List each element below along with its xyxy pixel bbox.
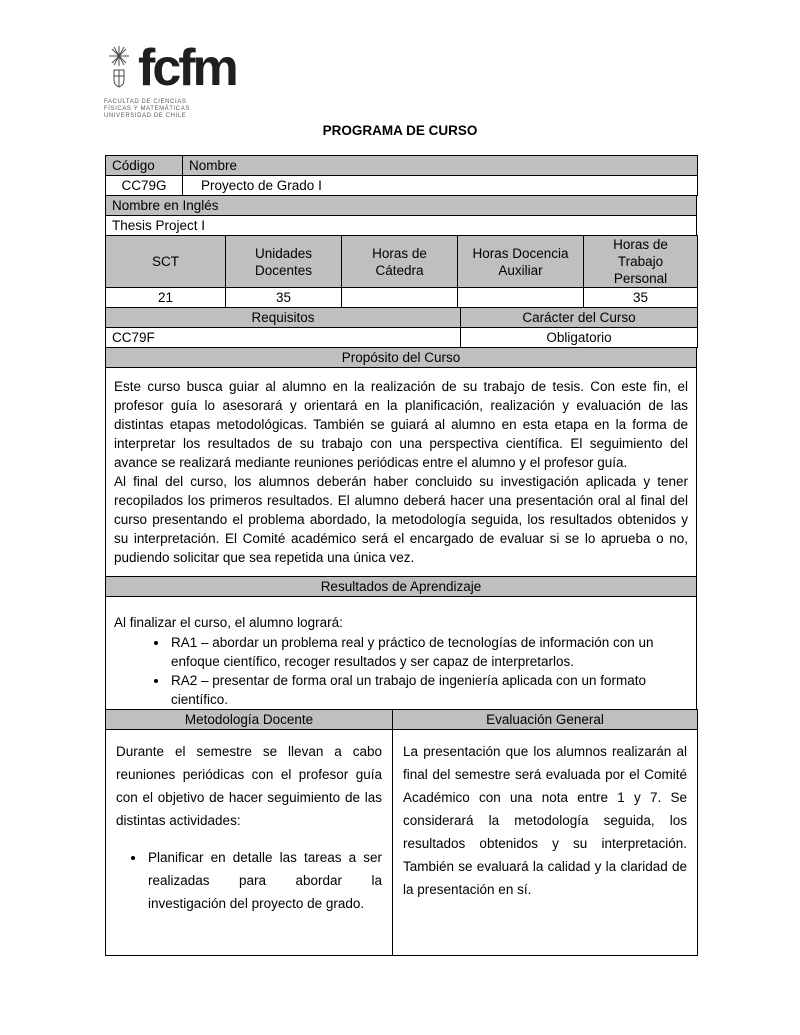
codigo-value-cell: CC79G bbox=[106, 176, 183, 196]
purpose-header-table bbox=[105, 347, 697, 368]
table-row bbox=[106, 176, 698, 196]
resultados-intro: Al finalizar el curso, el alumno logrará: bbox=[114, 615, 343, 630]
outcomes-header-table bbox=[105, 576, 697, 597]
table-row bbox=[106, 710, 698, 730]
english-name-table bbox=[105, 195, 697, 236]
evaluacion-content-cell bbox=[393, 730, 698, 956]
code-name-table bbox=[105, 155, 698, 196]
proposito-header-cell: Propósito del Curso bbox=[106, 348, 697, 368]
caracter-value-cell: Obligatorio bbox=[461, 328, 698, 348]
metodologia-header-cell: Metodología Docente bbox=[106, 710, 393, 730]
sct-value-cell: 21 bbox=[106, 288, 226, 308]
codigo-header-cell: Código bbox=[106, 156, 183, 176]
logo-caption bbox=[104, 99, 284, 120]
requisites-table bbox=[105, 307, 698, 348]
course-program-document bbox=[105, 155, 697, 956]
logo-caption-line-3: UNIVERSIDAD DE CHILE bbox=[104, 113, 187, 119]
table-row bbox=[106, 288, 698, 308]
table-row bbox=[106, 597, 697, 710]
unidades-docentes-header-cell: Unidades Docentes bbox=[226, 236, 342, 288]
horas-catedra-value-cell bbox=[342, 288, 458, 308]
metodologia-item: • Planificar en detalle las tareas a ser realizadas para abordar la investigación del proyecto de grado. bbox=[146, 846, 382, 915]
metodologia-content-cell bbox=[106, 730, 393, 956]
resultados-content-cell bbox=[106, 597, 697, 710]
hours-table bbox=[105, 235, 698, 308]
table-row bbox=[106, 730, 698, 956]
evaluacion-text: La presentación que los alumnos realizarán al final del semestre será evaluada por el Comité Académico con una nota entre 1 y 7. Se considerará la metodología seguida, los resultados obtenidos y su interpretación. También se evaluará la calidad y la claridad de la presentación en sí. bbox=[403, 744, 687, 897]
requisitos-header-cell: Requisitos bbox=[106, 308, 461, 328]
requisitos-value-cell: CC79F bbox=[106, 328, 461, 348]
table-row bbox=[106, 348, 697, 368]
metodologia-intro: Durante el semestre se llevan a cabo reuniones periódicas con el profesor guía con el objetivo de hacer seguimiento de las distintas actividades: bbox=[116, 744, 382, 828]
table-row bbox=[106, 216, 697, 236]
logo-caption-line-1: FACULTAD DE CIENCIAS bbox=[104, 99, 187, 105]
fcfm-wordmark: fcfm bbox=[138, 39, 236, 97]
table-row bbox=[106, 368, 697, 577]
horas-trabajo-personal-value-cell: 35 bbox=[584, 288, 698, 308]
table-row bbox=[106, 156, 698, 176]
proposito-paragraph-1: Este curso busca guiar al alumno en la realización de su trabajo de tesis. Con este fin, el profesor guía lo asesorará y orientará en la planificación, realización y evaluación de las distintas etapas metodológicas. También se guiará al alumno en esta etapa en la forma de interpretar los resultados de su trabajo con una perspectiva científica. El seguimiento del avance se realizará mediante reuniones periódicas entre el alumno y el profesor guía. bbox=[114, 379, 688, 470]
evaluacion-header-cell: Evaluación General bbox=[393, 710, 698, 730]
document-title: PROGRAMA DE CURSO bbox=[322, 123, 478, 138]
sct-header-cell: SCT bbox=[106, 236, 226, 288]
resultados-header-cell: Resultados de Aprendizaje bbox=[106, 577, 697, 597]
horas-trabajo-personal-header-cell: Horas de Trabajo Personal bbox=[584, 236, 698, 288]
table-row bbox=[106, 196, 697, 216]
proposito-paragraph-2: Al final del curso, los alumnos deberán haber concluido su investigación aplicada y tener recopilados los primeros resultados. El alumno deberá hacer una presentación oral al final del curso presentando el problema abordado, la metodología seguida, los resultados obtenidos y su interpretación. El Comité académico será el encargado de evaluar si se lo aprueba o no, pudiendo solicitar que sea repetida una única vez. bbox=[114, 474, 688, 565]
fcfm-logo bbox=[104, 39, 284, 120]
table-row bbox=[106, 236, 698, 288]
resultados-list bbox=[114, 633, 688, 709]
nombre-ingles-value-cell: Thesis Project I bbox=[106, 216, 697, 236]
caracter-header-cell: Carácter del Curso bbox=[461, 308, 698, 328]
horas-catedra-header-cell: Horas de Cátedra bbox=[342, 236, 458, 288]
logo-caption-line-2: FÍSICAS Y MATEMÁTICAS bbox=[104, 106, 190, 112]
metodologia-list bbox=[116, 846, 382, 915]
unidades-docentes-value-cell: 35 bbox=[226, 288, 342, 308]
methodology-evaluation-table bbox=[105, 709, 698, 956]
outcomes-body-table bbox=[105, 596, 697, 710]
purpose-body-table bbox=[105, 367, 697, 577]
university-emblem-icon bbox=[104, 44, 134, 96]
resultado-item-ra2: • RA2 – presentar de forma oral un trabajo de ingeniería aplicada con un formato científico. bbox=[169, 671, 688, 709]
resultado-item-ra1: • RA1 – abordar un problema real y práctico de tecnologías de información con un enfoque científico, recoger resultados y ser capaz de interpretarlos. bbox=[169, 633, 688, 671]
horas-docencia-auxiliar-value-cell bbox=[458, 288, 584, 308]
horas-docencia-auxiliar-header-cell: Horas Docencia Auxiliar bbox=[458, 236, 584, 288]
nombre-value-cell: Proyecto de Grado I bbox=[183, 176, 698, 196]
nombre-ingles-header-cell: Nombre en Inglés bbox=[106, 196, 697, 216]
nombre-header-cell: Nombre bbox=[183, 156, 698, 176]
table-row bbox=[106, 308, 698, 328]
table-row bbox=[106, 328, 698, 348]
table-row bbox=[106, 577, 697, 597]
proposito-content-cell bbox=[106, 368, 697, 577]
